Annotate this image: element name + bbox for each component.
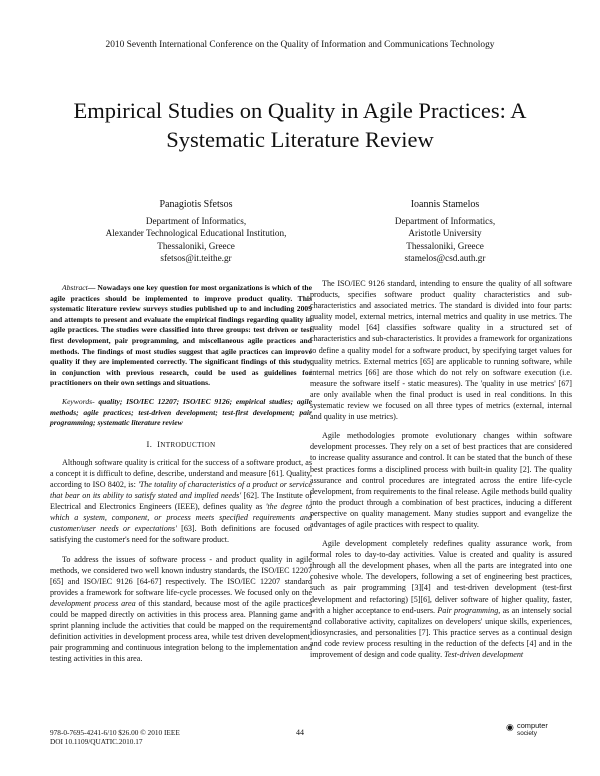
text-run: [63]. Both definitions are focused on satisfying the customer's need for the software product. — [50, 524, 312, 545]
logo-text-line1: computer — [517, 721, 548, 730]
text-run: Although software quality is critical for the success of a software product, as a concept it is difficult to define, describe, understand and measure [61]. Quality, according to ISO 8402, is: — [50, 457, 312, 489]
author-location: Thessaloniki, Greece — [157, 240, 235, 251]
left-column — [50, 283, 312, 673]
author-name: Ioannis Stamelos — [410, 199, 480, 210]
text-run: of this standard, because most of the agile practices could be mapped directly on activities in this process area. Planning game and sprint planning include the activities that could be mapped on the requirements definition activities in development process area, while test driven development, pair programming and continuous integration belong to the implementation and testing activities in this area. — [50, 598, 312, 664]
page-number: 44 — [296, 728, 304, 737]
iso-quote: 'The totality of characteristics of a product or service that bear on its ability to satisfy stated and implied needs' — [50, 480, 312, 501]
author-email: sfetsos@it.teithe.gr — [160, 253, 232, 263]
intro-paragraph-1 — [50, 457, 312, 546]
section-number: I. — [146, 438, 153, 449]
author-affiliation-line: Department of Informatics, — [394, 215, 496, 226]
keywords-label: Keywords- — [62, 396, 95, 406]
abstract — [50, 283, 312, 389]
author-email: stamelos@csd.auth.gr — [404, 253, 486, 263]
copyright-footer — [50, 728, 180, 747]
author-name: Panagiotis Sfetsos — [159, 199, 233, 210]
agile-development-paragraph — [310, 538, 572, 660]
section-title-initial: I — [157, 438, 161, 449]
author-block-2 — [315, 199, 575, 265]
text-run: [62]. The Institute of Electrical and Electronics Engineers (IEEE), defines quality as — [50, 491, 312, 512]
isbn-line: 978-0-7695-4241-6/10 $26.00 © 2010 IEEE — [50, 728, 180, 737]
logo-text-line2: society — [517, 730, 537, 737]
author-location: Thessaloniki, Greece — [406, 240, 484, 251]
abstract-text: — Nowadays one key question for most organizations is which of the agile practices should be implemented to improve product quality. This systematic literature review surveys studies published up to and including 2009 and attempts to present and evaluate the empirical findings regarding quality in agile practices. The studies were classified into three groups: test driven or test first development, pair programming, and miscellaneous agile practices and methods. The findings of most studies suggest that agile practices can improve quality if they are implemented correctly. The significant findings of this study, in conjunction with previous research, could be used as guidelines for practitioners on their own settings and situations. — [50, 283, 312, 388]
keywords — [50, 397, 312, 429]
doi-line: DOI 10.1109/QUATIC.2010.17 — [50, 737, 143, 747]
iso-9126-paragraph: The ISO/IEC 9126 standard, intending to ensure the quality of all software products, specifies software product quality characteristics and sub-characteristics and associated metrics. The standard is divided into four parts: quality model, external metrics, internal metrics and quality in use metrics. The quality model [64] classifies software quality in a structured set of characteristics and sub-characteristics. It provides a framework for organizations to define a quality model for a software product, by specifying target values for quality metrics. External metrics [65] are applicable to running software, while internal metrics [66] are those which do not rely on software execution (i.e. measure the software itself - static measures). The 'quality in use metrics' [67] are only available when the final product is used in real conditions. In this systematic review we focused on all three types of metrics (external, internal and quality in use metrics). — [310, 279, 572, 422]
text-run: Agile development completely redefines quality assurance work, from formal roles to day-to-day activities. Value is created and quality is assured through all the development phases, when all the parts are integrated into one cohesive whole. The developers, following a set of engineering best practices, such as pair programming [3][4] and test-driven development (test-first development and refactoring) [5][6], deliver software of higher quality, faster, with a higher acceptance to end-users. — [310, 539, 572, 615]
conference-header: 2010 Seventh International Conference on the Quality of Information and Communications Technology — [105, 40, 495, 50]
emphasis: Pair programming — [437, 605, 499, 615]
emphasis: development process area — [50, 598, 136, 608]
author-affiliation-line: Department of Informatics, — [145, 215, 247, 226]
author-block-1 — [66, 199, 326, 265]
abstract-label: Abstract — [62, 283, 88, 292]
agile-methodologies-paragraph: Agile methodologies promote evolutionary changes within software development processes. They rely on a set of best practices that are considered to increase quality assurance and control. It can be stated that the bunch of these best practices forms a disciplined process with built-in quality [2]. The quality assurance and control procedures are integrated across the entire life-cycle development, from requirements to the final release. Agile methods build quality into the product through a combination of best practices, inducing a different perspective on quality management. Many studies support and evangelize the advantages of agile practices with respect to quality. — [310, 431, 572, 529]
computer-society-logo — [508, 722, 558, 738]
keywords-text: quality; ISO/IEC 12207; ISO/IEC 9126; empirical studies; agile methods; agile practices; test-driven development; test-first development; pair programming; systematic literature review — [50, 396, 312, 428]
author-affiliation-line: Aristotle University — [408, 228, 482, 238]
text-run: To address the issues of software process - and product quality in agile methods, we considered two well known industry standards, the ISO/IEC 12207 [65] and ISO/IEC 9126 [64-67] respectively. The ISO/IEC 12207 standard provides a framework for software life-cycle processes. We focused only on the — [50, 554, 312, 597]
logo-mark-icon: ◉ — [506, 722, 514, 732]
text-run: , as an intensely social and collaborative activity, capitalizes on developers' unique skills, experiences, idiosyncrasies, and personalities [7]. This practice serves as a continual design and code review process resulting in the reduction of the defects [4] and in the improvement of design and code quality. — [310, 605, 572, 659]
author-affiliation-line: Alexander Technological Educational Institution, — [105, 228, 287, 238]
section-heading-introduction — [50, 439, 312, 451]
paper-title: Empirical Studies on Quality in Agile Practices: A Systematic Literature Review — [73, 98, 527, 152]
section-title-rest: NTRODUCTION — [160, 440, 216, 449]
right-column — [310, 278, 572, 668]
intro-paragraph-2 — [50, 554, 312, 665]
ieee-quote: 'the degree to which a system, component, or process meets specified requirements and customer/user needs or expectations' — [50, 502, 312, 534]
emphasis: Test-driven development — [444, 650, 524, 659]
